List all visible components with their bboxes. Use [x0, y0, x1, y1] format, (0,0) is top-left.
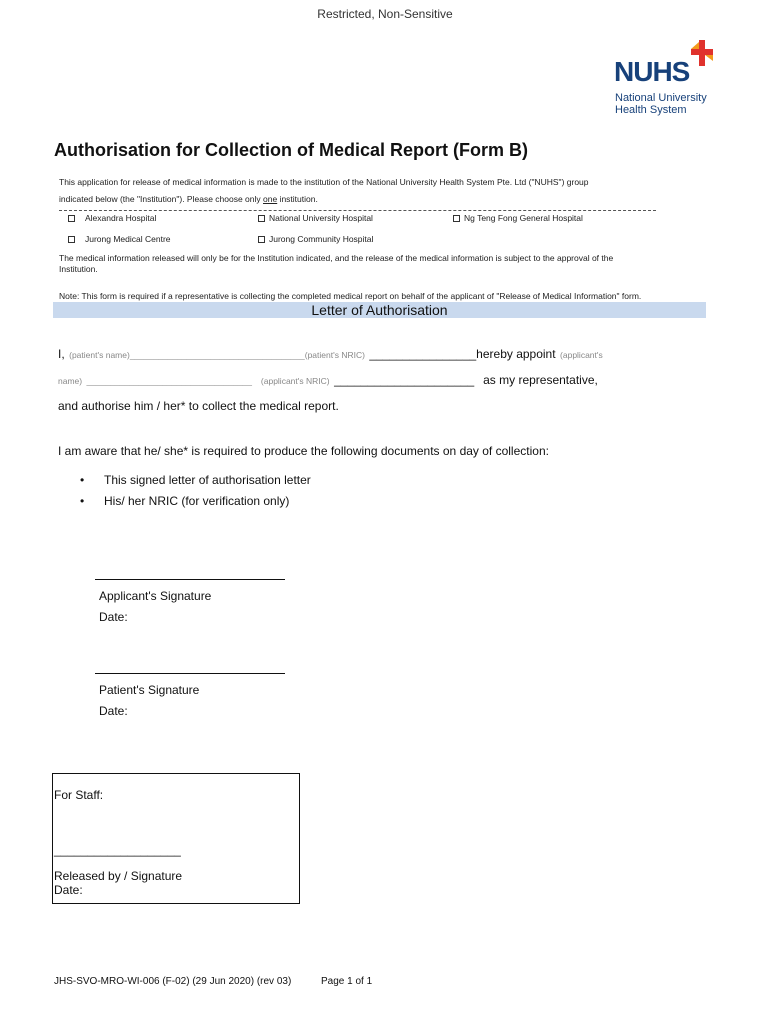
- aware-text: I am aware that he/ she* is required to produce the following documents on day of collection:: [58, 444, 549, 458]
- representative-note: Note: This form is required if a representative is collecting the completed medical report on behalf of the applicant of "Release of Medical Information" form.: [59, 291, 642, 301]
- nuhs-cross-icon: [691, 40, 713, 66]
- applicant-hint-a: (applicant's: [560, 350, 603, 360]
- option-jch[interactable]: [258, 234, 373, 244]
- intro-line2: [59, 194, 318, 204]
- intro-line2-underline: one: [263, 194, 278, 204]
- checkbox-icon[interactable]: [258, 215, 265, 222]
- letter-i: I,: [58, 347, 65, 361]
- applicant-date-label: Date:: [99, 610, 128, 624]
- applicant-name-blank[interactable]: ___________________________________: [86, 376, 253, 386]
- applicant-signature-line[interactable]: [95, 579, 285, 580]
- applicant-signature-label: Applicant's Signature: [99, 589, 212, 603]
- patient-date-label: Date:: [99, 704, 128, 718]
- bullet-dot-icon: •: [80, 473, 85, 487]
- option-alexandra[interactable]: [68, 213, 156, 223]
- logo-subtitle: [615, 92, 707, 116]
- option-label: Ng Teng Fong General Hospital: [464, 213, 583, 223]
- staff-label: For Staff:: [54, 788, 104, 802]
- doc-item: His/ her NRIC (for verification only): [104, 494, 290, 508]
- form-title: Authorisation for Collection of Medical Report (Form B): [54, 140, 528, 160]
- patient-nric-blank[interactable]: ________________: [369, 347, 477, 361]
- logo-wordmark: NUHS: [614, 56, 690, 87]
- dashed-divider: [59, 210, 656, 211]
- letter-line1: [58, 345, 603, 363]
- applicant-nric-blank[interactable]: _____________________: [334, 373, 475, 387]
- option-nuh[interactable]: [258, 213, 373, 223]
- letter-line2: [58, 371, 598, 389]
- released-by-label: Released by / Signature: [54, 869, 183, 883]
- checkbox-icon[interactable]: [68, 236, 75, 243]
- applicant-hint-b: name): [58, 376, 83, 386]
- staff-date-label: Date:: [54, 883, 83, 897]
- intro-line2-pre: indicated below (the "Institution"). Please choose only: [59, 194, 264, 204]
- intro-line1: This application for release of medical information is made to the institution of the National University Health System Pte. Ltd ("NUHS") group: [59, 177, 589, 187]
- checkbox-icon[interactable]: [453, 215, 460, 222]
- medical-note: The medical information released will only be for the Institution indicated, and the release of the medical information is subject to the approval of the Institution.: [59, 253, 614, 274]
- option-ntfgh[interactable]: [453, 213, 583, 223]
- option-label: Alexandra Hospital: [85, 213, 157, 223]
- form-code: JHS-SVO-MRO-WI-006 (F-02) (29 Jun 2020) (rev 03): [54, 976, 292, 987]
- authorise-text: and authorise him / her* to collect the medical report.: [58, 399, 339, 413]
- staff-signature-blank[interactable]: ___________________: [54, 843, 181, 857]
- patient-signature-line[interactable]: [95, 673, 285, 674]
- intro-line2-post: institution.: [277, 194, 318, 204]
- page-number: Page 1 of 1: [321, 976, 373, 987]
- patient-name-hint: (patient's name): [69, 350, 130, 360]
- logo-subtitle-line2: Health System: [615, 104, 687, 116]
- bullet-dot-icon: •: [80, 494, 85, 508]
- option-label: Jurong Medical Centre: [85, 234, 171, 244]
- checkbox-icon[interactable]: [258, 236, 265, 243]
- patient-name-blank[interactable]: _____________________________________: [129, 350, 305, 360]
- patient-nric-hint: (patient's NRIC): [304, 350, 365, 360]
- option-label: Jurong Community Hospital: [269, 234, 374, 244]
- doc-item: This signed letter of authorisation letter: [104, 473, 311, 487]
- section-title: Letter of Authorisation: [311, 302, 448, 318]
- classification-label: Restricted, Non-Sensitive: [317, 7, 453, 21]
- applicant-nric-hint: (applicant's NRIC): [260, 376, 330, 386]
- appoint-text: hereby appoint: [476, 347, 556, 361]
- option-jmc[interactable]: [68, 234, 171, 244]
- patient-signature-label: Patient's Signature: [99, 683, 200, 697]
- checkbox-icon[interactable]: [68, 215, 75, 222]
- option-label: National University Hospital: [269, 213, 373, 223]
- as-representative: as my representative,: [483, 373, 598, 387]
- logo-subtitle-line1: National University: [615, 92, 707, 104]
- nuhs-logo: [612, 40, 717, 120]
